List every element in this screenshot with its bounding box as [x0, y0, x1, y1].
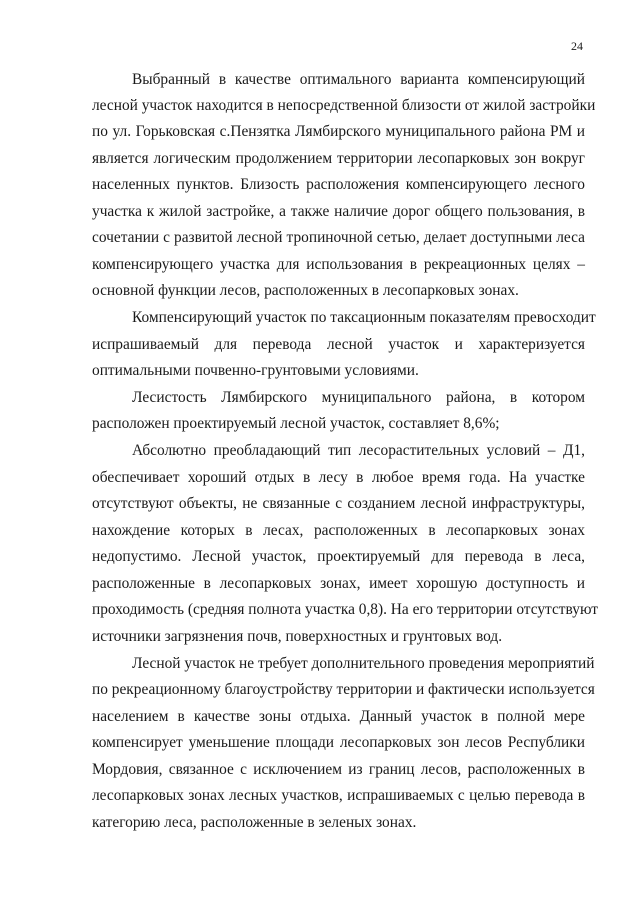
- paragraph-5-line-7: категорию леса, расположенные в зеленых зонах.: [92, 814, 417, 831]
- paragraph-2-line-1: Компенсирующий участок по таксационным показателям превосходит: [132, 309, 596, 326]
- paragraph-4-line-8: источники загрязнения почв, поверхностных и грунтовых вод.: [92, 628, 503, 645]
- paragraph-1-line-8: компенсирующего участка для использования в рекреационных целях –: [92, 256, 585, 273]
- paragraph-4-line-6: расположенные в лесопарковых зонах, имеет хорошую доступность и: [92, 575, 585, 592]
- paragraph-5-line-4: компенсирует уменьшение площади лесопарковых зон лесов Республики: [92, 734, 585, 751]
- paragraph-5-line-2: по рекреационному благоустройству территории и фактически используется: [92, 681, 595, 698]
- page-number: 24: [571, 39, 583, 53]
- paragraph-2-line-2: испрашиваемый для перевода лесной участок и характеризуется: [92, 336, 585, 353]
- paragraph-4-line-4: нахождение которых в лесах, расположенных в лесопарковых зонах: [92, 522, 585, 539]
- paragraph-1-line-3: по ул. Горьковская с.Пензятка Лямбирского муниципального района РМ и: [92, 123, 585, 140]
- paragraph-4-line-2: обеспечивает хороший отдых в лесу в любое время года. На участке: [92, 469, 585, 486]
- paragraph-5-line-5: Мордовия, связанное с исключением из границ лесов, расположенных в: [92, 761, 585, 778]
- paragraph-1-line-7: сочетании с развитой лесной тропиночной сетью, делает доступными леса: [92, 229, 585, 246]
- paragraph-1-line-5: населенных пунктов. Близость расположения компенсирующего лесного: [92, 176, 585, 193]
- paragraph-4-line-7: проходимость (средняя полнота участка 0,8). На его территории отсутствуют: [92, 601, 598, 618]
- paragraph-1-line-4: является логическим продолжением территории лесопарковых зон вокруг: [92, 150, 585, 167]
- paragraph-1-line-2: лесной участок находится в непосредственной близости от жилой застройки: [92, 97, 596, 114]
- paragraph-4-line-5: недопустимо. Лесной участок, проектируемый для перевода в леса,: [92, 548, 585, 565]
- paragraph-1-line-6: участка к жилой застройке, а также наличие дорог общего пользования, в: [92, 203, 585, 220]
- paragraph-1-line-9: основной функции лесов, расположенных в лесопарковых зонах.: [92, 282, 519, 299]
- paragraph-2-line-3: оптимальными почвенно-грунтовыми условиями.: [92, 362, 419, 379]
- paragraph-3-line-2: расположен проектируемый лесной участок, составляет 8,6%;: [92, 415, 500, 432]
- paragraph-5-line-1: Лесной участок не требует дополнительного проведения мероприятий: [132, 655, 595, 672]
- paragraph-4-line-1: Абсолютно преобладающий тип лесорастительных условий – Д1,: [132, 442, 585, 459]
- paragraph-4-line-3: отсутствуют объекты, не связанные с созданием лесной инфраструктуры,: [92, 495, 585, 512]
- paragraph-5-line-3: населением в качестве зоны отдыха. Данный участок в полной мере: [92, 708, 585, 725]
- paragraph-1-line-1: Выбранный в качестве оптимального варианта компенсирующий: [132, 71, 585, 88]
- paragraph-3-line-1: Лесистость Лямбирского муниципального района, в котором: [132, 389, 585, 406]
- paragraph-5-line-6: лесопарковых зонах лесных участков, испрашиваемых с целью перевода в: [92, 787, 585, 804]
